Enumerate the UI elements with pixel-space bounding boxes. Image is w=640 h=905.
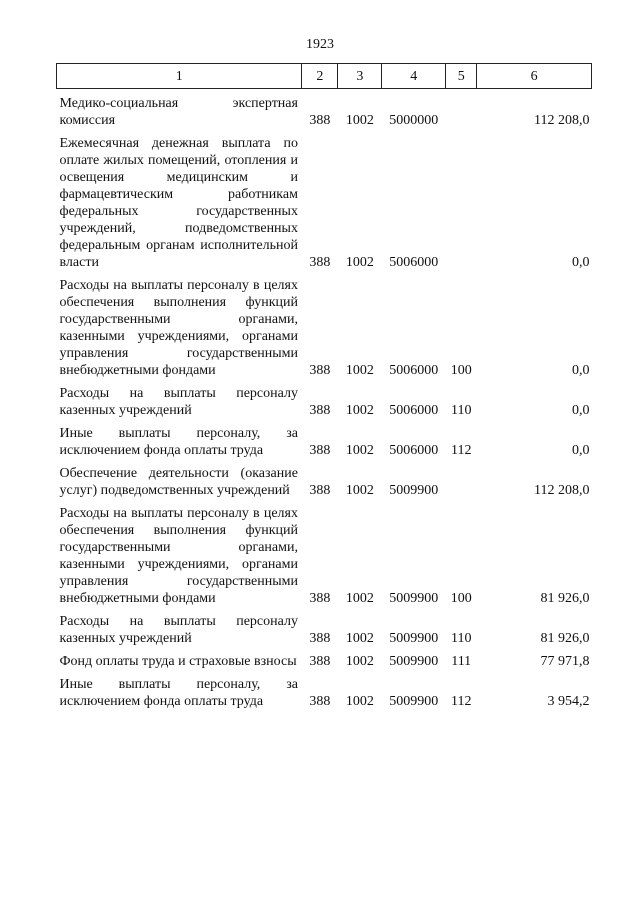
row-code-5 <box>446 129 477 271</box>
page-number: 1923 <box>306 37 334 52</box>
row-code-3: 1002 <box>345 113 374 128</box>
row-code-3: 1002 <box>345 363 374 378</box>
row-amount: 81 926,0 <box>540 591 590 606</box>
row-code-4: 5000000 <box>389 113 439 128</box>
row-code-3: 1002 <box>345 694 374 709</box>
row-code-4: 5006000 <box>389 443 439 458</box>
row-code-2: 388 <box>309 255 331 270</box>
table-row <box>57 459 592 499</box>
row-name: Ежемесячная денежная выплата по оплате жилых помещений, отопления и освещения медицинским и фармацевтическим работникам федеральных государственных учреждений, подведомственных федеральным органам исполнительной власти <box>59 136 298 270</box>
row-code-3: 1002 <box>345 654 374 669</box>
table-row <box>57 129 592 271</box>
row-code-3: 1002 <box>345 255 374 270</box>
header-col-1: 1 <box>57 64 302 89</box>
row-code-2: 388 <box>309 654 331 669</box>
row-name: Фонд оплаты труда и страховые взносы <box>59 654 297 669</box>
row-amount: 81 926,0 <box>540 631 590 646</box>
table-body <box>57 89 592 711</box>
row-amount: 0,0 <box>572 255 590 270</box>
row-code-3: 1002 <box>345 631 374 646</box>
row-amount: 77 971,8 <box>540 654 590 669</box>
row-code-2: 388 <box>309 591 331 606</box>
row-code-4: 5006000 <box>389 363 439 378</box>
row-code-5 <box>446 89 477 130</box>
row-name: Обеспечение деятельности (оказание услуг) подведомственных учреждений <box>59 466 298 498</box>
table-row <box>57 670 592 710</box>
row-code-5: 110 <box>450 631 472 646</box>
budget-table <box>56 63 592 710</box>
table-row <box>57 379 592 419</box>
row-code-2: 388 <box>309 631 331 646</box>
row-amount: 112 208,0 <box>534 113 590 128</box>
row-amount: 3 954,2 <box>547 694 590 709</box>
table-row <box>57 89 592 130</box>
header-col-6: 6 <box>477 64 592 89</box>
row-code-4: 5009900 <box>389 694 439 709</box>
row-code-3: 1002 <box>345 483 374 498</box>
row-code-4: 5009900 <box>389 631 439 646</box>
row-code-5: 112 <box>450 443 472 458</box>
header-col-5: 5 <box>446 64 477 89</box>
table-row <box>57 647 592 670</box>
row-amount: 0,0 <box>572 403 590 418</box>
row-name: Иные выплаты персоналу, за исключением фонда оплаты труда <box>59 426 298 458</box>
row-code-5: 100 <box>450 363 472 378</box>
row-name: Иные выплаты персоналу, за исключением фонда оплаты труда <box>59 677 298 709</box>
row-code-5: 110 <box>450 403 472 418</box>
row-name: Медико-социальная экспертная комиссия <box>59 96 298 128</box>
table-header <box>57 64 592 89</box>
row-name: Расходы на выплаты персоналу в целях обеспечения выполнения функций государственными органами, казенными учреждениями, органами управления государственными внебюджетными фондами <box>59 506 298 606</box>
table-row <box>57 419 592 459</box>
row-code-4: 5009900 <box>389 591 439 606</box>
row-code-2: 388 <box>309 443 331 458</box>
row-code-2: 388 <box>309 363 331 378</box>
row-code-5: 100 <box>450 591 472 606</box>
row-code-4: 5006000 <box>389 403 439 418</box>
row-code-3: 1002 <box>345 591 374 606</box>
row-name: Расходы на выплаты персоналу казенных учреждений <box>59 614 298 646</box>
row-code-5: 112 <box>450 694 472 709</box>
row-code-3: 1002 <box>345 403 374 418</box>
table-row <box>57 499 592 607</box>
table-row <box>57 271 592 379</box>
row-name: Расходы на выплаты персоналу казенных учреждений <box>59 386 298 418</box>
table-row <box>57 607 592 647</box>
row-code-3: 1002 <box>345 443 374 458</box>
row-code-2: 388 <box>309 694 331 709</box>
row-code-5: 111 <box>451 654 472 669</box>
row-name: Расходы на выплаты персоналу в целях обеспечения выполнения функций государственными органами, казенными учреждениями, органами управления государственными внебюджетными фондами <box>59 278 298 378</box>
row-code-2: 388 <box>309 403 331 418</box>
row-code-4: 5009900 <box>389 654 439 669</box>
header-col-3: 3 <box>338 64 382 89</box>
row-code-2: 388 <box>309 483 331 498</box>
row-code-4: 5006000 <box>389 255 439 270</box>
row-amount: 112 208,0 <box>534 483 590 498</box>
header-col-2: 2 <box>302 64 338 89</box>
header-col-4: 4 <box>382 64 446 89</box>
row-amount: 0,0 <box>572 443 590 458</box>
row-code-5 <box>446 459 477 499</box>
row-amount: 0,0 <box>572 363 590 378</box>
row-code-4: 5009900 <box>389 483 439 498</box>
row-code-2: 388 <box>309 113 331 128</box>
